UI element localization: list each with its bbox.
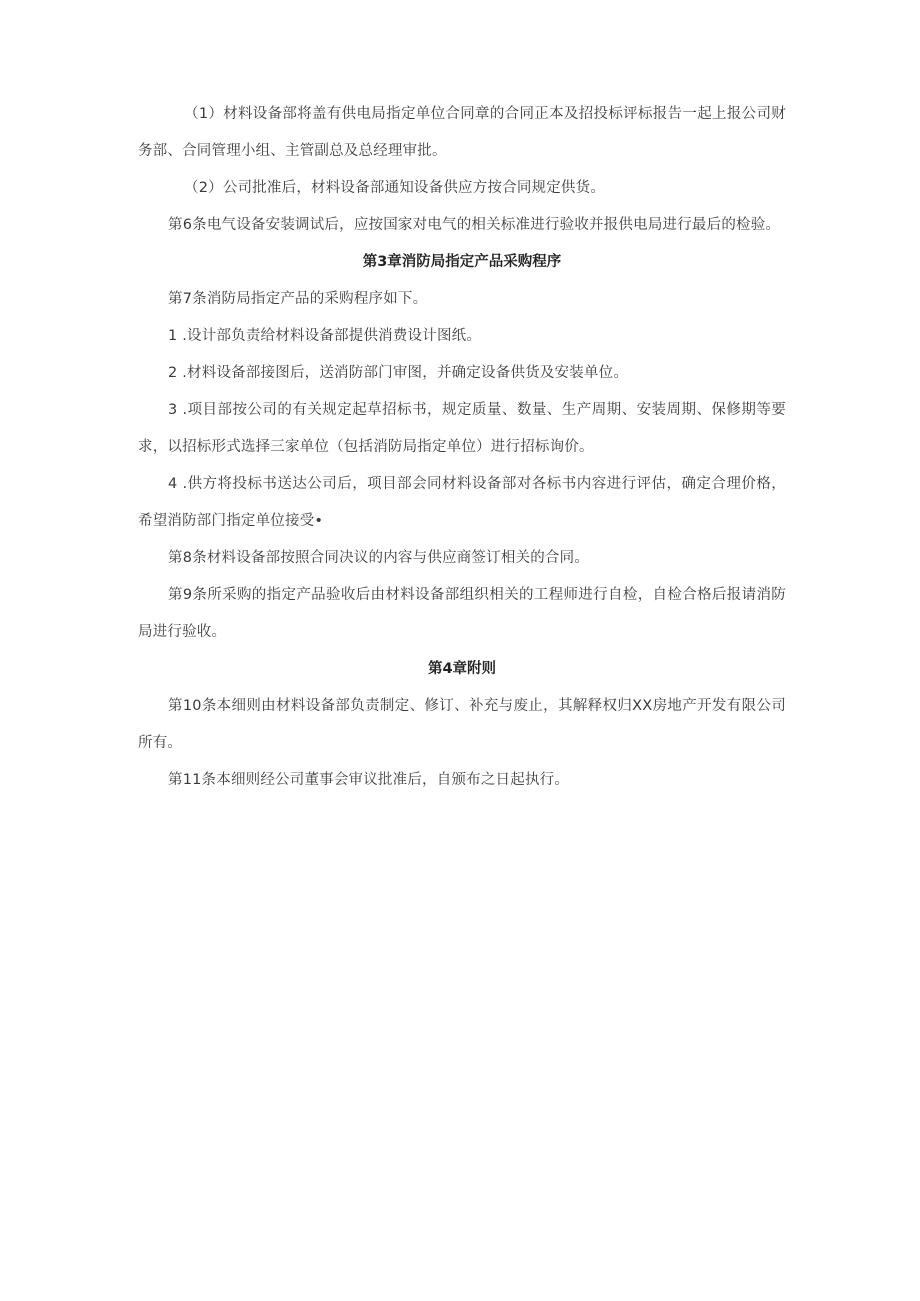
step-1-paragraph: 1 .设计部负责给材料设备部提供消费设计图纸。 xyxy=(168,328,482,344)
article-6-paragraph: 第6条电气设备安装调试后，应按国家对电气的相关标准进行验收并报供电局进行最后的检验。 xyxy=(168,217,781,233)
chapter-3-heading: 第3章消防局指定产品采购程序 xyxy=(362,254,562,270)
paragraph-item-2: （2）公司批准后，材料设备部通知设备供应方按合同规定供货。 xyxy=(184,180,606,196)
document-page xyxy=(138,96,786,799)
step-3-paragraph: 3 .项目部按公司的有关规定起草招标书，规定质量、数量、生产周期、安装周期、保修期等要求，以招标形式选择三家单位（包括消防局指定单位）进行招标询价。 xyxy=(138,402,786,455)
step-4-paragraph: 4 .供方将投标书送达公司后，项目部会同材料设备部对各标书内容进行评估，确定合理价格，希望消防部门指定单位接受• xyxy=(138,476,786,529)
article-10-paragraph: 第10条本细则由材料设备部负责制定、修订、补充与废止，其解释权归XX房地产开发有限公司所有。 xyxy=(138,698,786,751)
article-11-paragraph: 第11条本细则经公司董事会审议批准后，自颁布之日起执行。 xyxy=(168,772,570,788)
article-7-paragraph: 第7条消防局指定产品的采购程序如下。 xyxy=(168,291,428,307)
chapter-4-heading: 第4章附则 xyxy=(427,661,497,677)
step-2-paragraph: 2 .材料设备部接图后，送消防部门审图，并确定设备供货及安装单位。 xyxy=(168,365,629,381)
paragraph-item-1: （1）材料设备部将盖有供电局指定单位合同章的合同正本及招投标评标报告一起上报公司财务部、合同管理小组、主管副总及总经理审批。 xyxy=(138,106,786,159)
article-9-paragraph: 第9条所采购的指定产品验收后由材料设备部组织相关的工程师进行自检，自检合格后报请消防局进行验收。 xyxy=(138,587,786,640)
article-8-paragraph: 第8条材料设备部按照合同决议的内容与供应商签订相关的合同。 xyxy=(168,550,590,566)
